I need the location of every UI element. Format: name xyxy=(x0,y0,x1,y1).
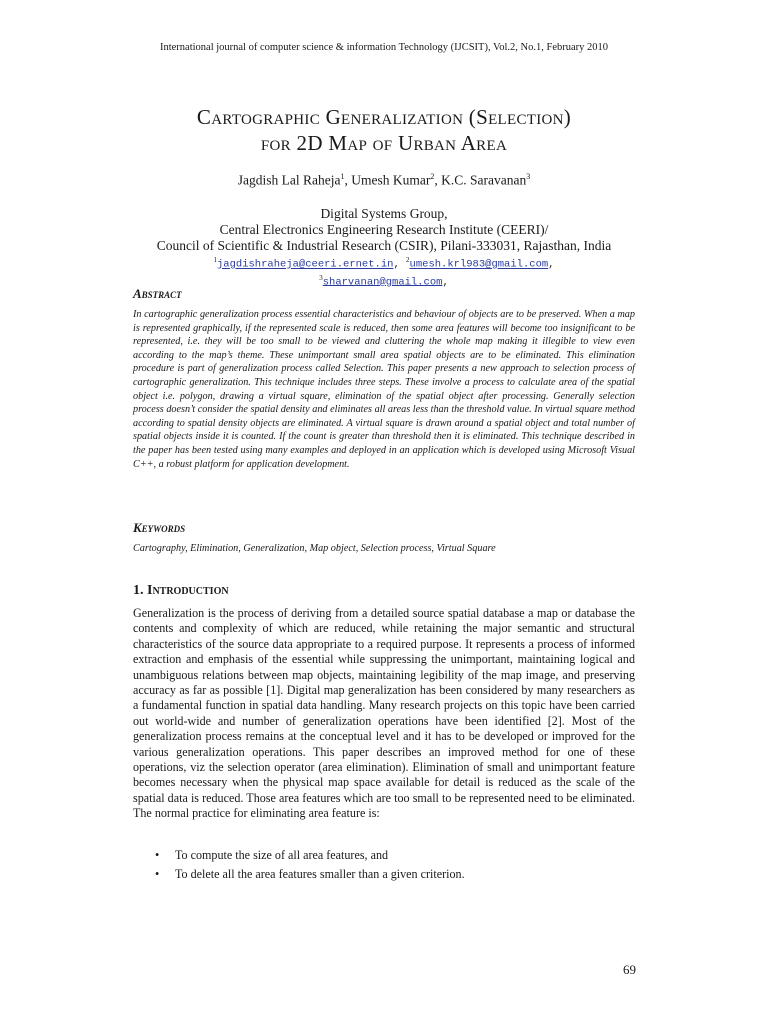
paper-title-line-1: Cartographic Generalization (Selection) xyxy=(196,105,572,129)
author-name: Jagdish Lal Raheja xyxy=(237,172,341,188)
page-number: 69 xyxy=(623,962,636,977)
paper-title-line-2: for 2D Map of Urban Area xyxy=(260,131,508,155)
introduction-text: Generalization is the process of deriving from a detailed source spatial database a map or database the contents and complexity of which are reduced, while retaining the major semantic and structural characteristics of the source data appropriate to a required purpose. It represents a process of informed extraction and emphasis of the essential while suppressing the unimportant, maintaining logical and unambiguous relations between map objects, maintaining legibility of the map image, and preserving accuracy as far as possible [1]. Digital map generalization has been considered by many researchers as a fundamental function in spatial data handling. Many research projects on this topic have been carried out world-wide and number of generalization operations have been identified [2]. Most of the generalization process remains at the conceptual level and it has to be developed or improved for the various generalization operations. This paper describes an improved method for one of these operations, viz the selection operator (area elimination). Elimination of small and unimportant feature becomes necessary when the physical map space available for detail is reduced as the scale of the spatial data is reduced. Those area features which are too small to be represented need to be eliminated. The normal practice for eliminating area feature is: xyxy=(133,606,635,821)
author-affiliation-mark: 1 xyxy=(340,172,345,181)
affiliation-line-2: Central Electronics Engineering Research Institute (CEERI)/ xyxy=(219,222,549,237)
author-affiliation-mark: 2 xyxy=(430,172,435,181)
email-line-2 xyxy=(0,272,768,290)
email-separator: , xyxy=(393,258,407,271)
email-link[interactable]: sharvanan@gmail.com xyxy=(322,276,443,288)
paper-title xyxy=(0,104,768,156)
author-separator: , xyxy=(434,172,442,188)
email-separator: , xyxy=(548,258,555,271)
list-item: • To delete all the area features smaller than a given criterion. xyxy=(133,865,635,884)
keywords-text: Cartography, Elimination, Generalization, Map object, Selection process, Virtual Square xyxy=(133,543,496,554)
email-separator: , xyxy=(442,276,449,288)
email-block xyxy=(0,254,768,289)
running-head: International journal of computer science & information Technology (IJCSIT), Vol.2, No.1, February 2010 xyxy=(159,42,609,53)
email-line-1 xyxy=(0,254,768,272)
keywords-heading: Keywords xyxy=(133,520,186,535)
bullet-list xyxy=(133,846,635,884)
author-name: K.C. Saravanan xyxy=(441,172,527,188)
email-link[interactable]: umesh.krl983@gmail.com xyxy=(409,258,549,271)
author-separator: , xyxy=(344,172,352,188)
email-link[interactable]: jagdishraheja@ceeri.ernet.in xyxy=(217,258,394,271)
email-mark: 1 xyxy=(213,256,217,264)
email-mark: 3 xyxy=(319,273,323,282)
abstract-heading: Abstract xyxy=(133,286,182,301)
author-list xyxy=(0,172,768,189)
abstract-text: In cartographic generalization process essential characteristics and behaviour of objects are to be preserved. When a map is represented graphically, if the represented scale is reduced, then some area features will become too insignificant to be represented, i.e. they will be too small to be viewed and cluttering the whole map making it illegible to view even according to the map’s theme. These unimportant small area spatial objects are to be eliminated. This elimination procedure is part of generalization process called Selection. This paper presents a new approach to selection process of cartographic generalization. This technique includes three steps. These involve a process to calculate area of the spatial object i.e. polygon, drawing a virtual square, elimination of the spatial object after processing. Generally selection process doesn’t consider the spatial density and eliminates all areas less than the threshold value. In virtual square method according to spatial density objects are eliminated. A virtual square is drawn around a spatial object and total number of spatial objects inside it is counted. If the count is greater than threshold then it is eliminated. This technique described in the paper has been tested using many examples and deployed in an application which is developed using Microsoft Visual C++, a robust platform for application development. xyxy=(133,309,635,470)
list-item: • To compute the size of all area features, and xyxy=(133,846,635,865)
email-mark: 2 xyxy=(406,256,410,264)
affiliation-block xyxy=(0,206,768,254)
author-affiliation-mark: 3 xyxy=(526,172,531,181)
introduction-heading: 1. Introduction xyxy=(133,583,229,598)
author-name: Umesh Kumar xyxy=(351,172,431,188)
affiliation-line-3: Council of Scientific & Industrial Research (CSIR), Pilani-333031, Rajasthan, India xyxy=(156,238,612,253)
affiliation-line-1: Digital Systems Group, xyxy=(320,206,448,221)
